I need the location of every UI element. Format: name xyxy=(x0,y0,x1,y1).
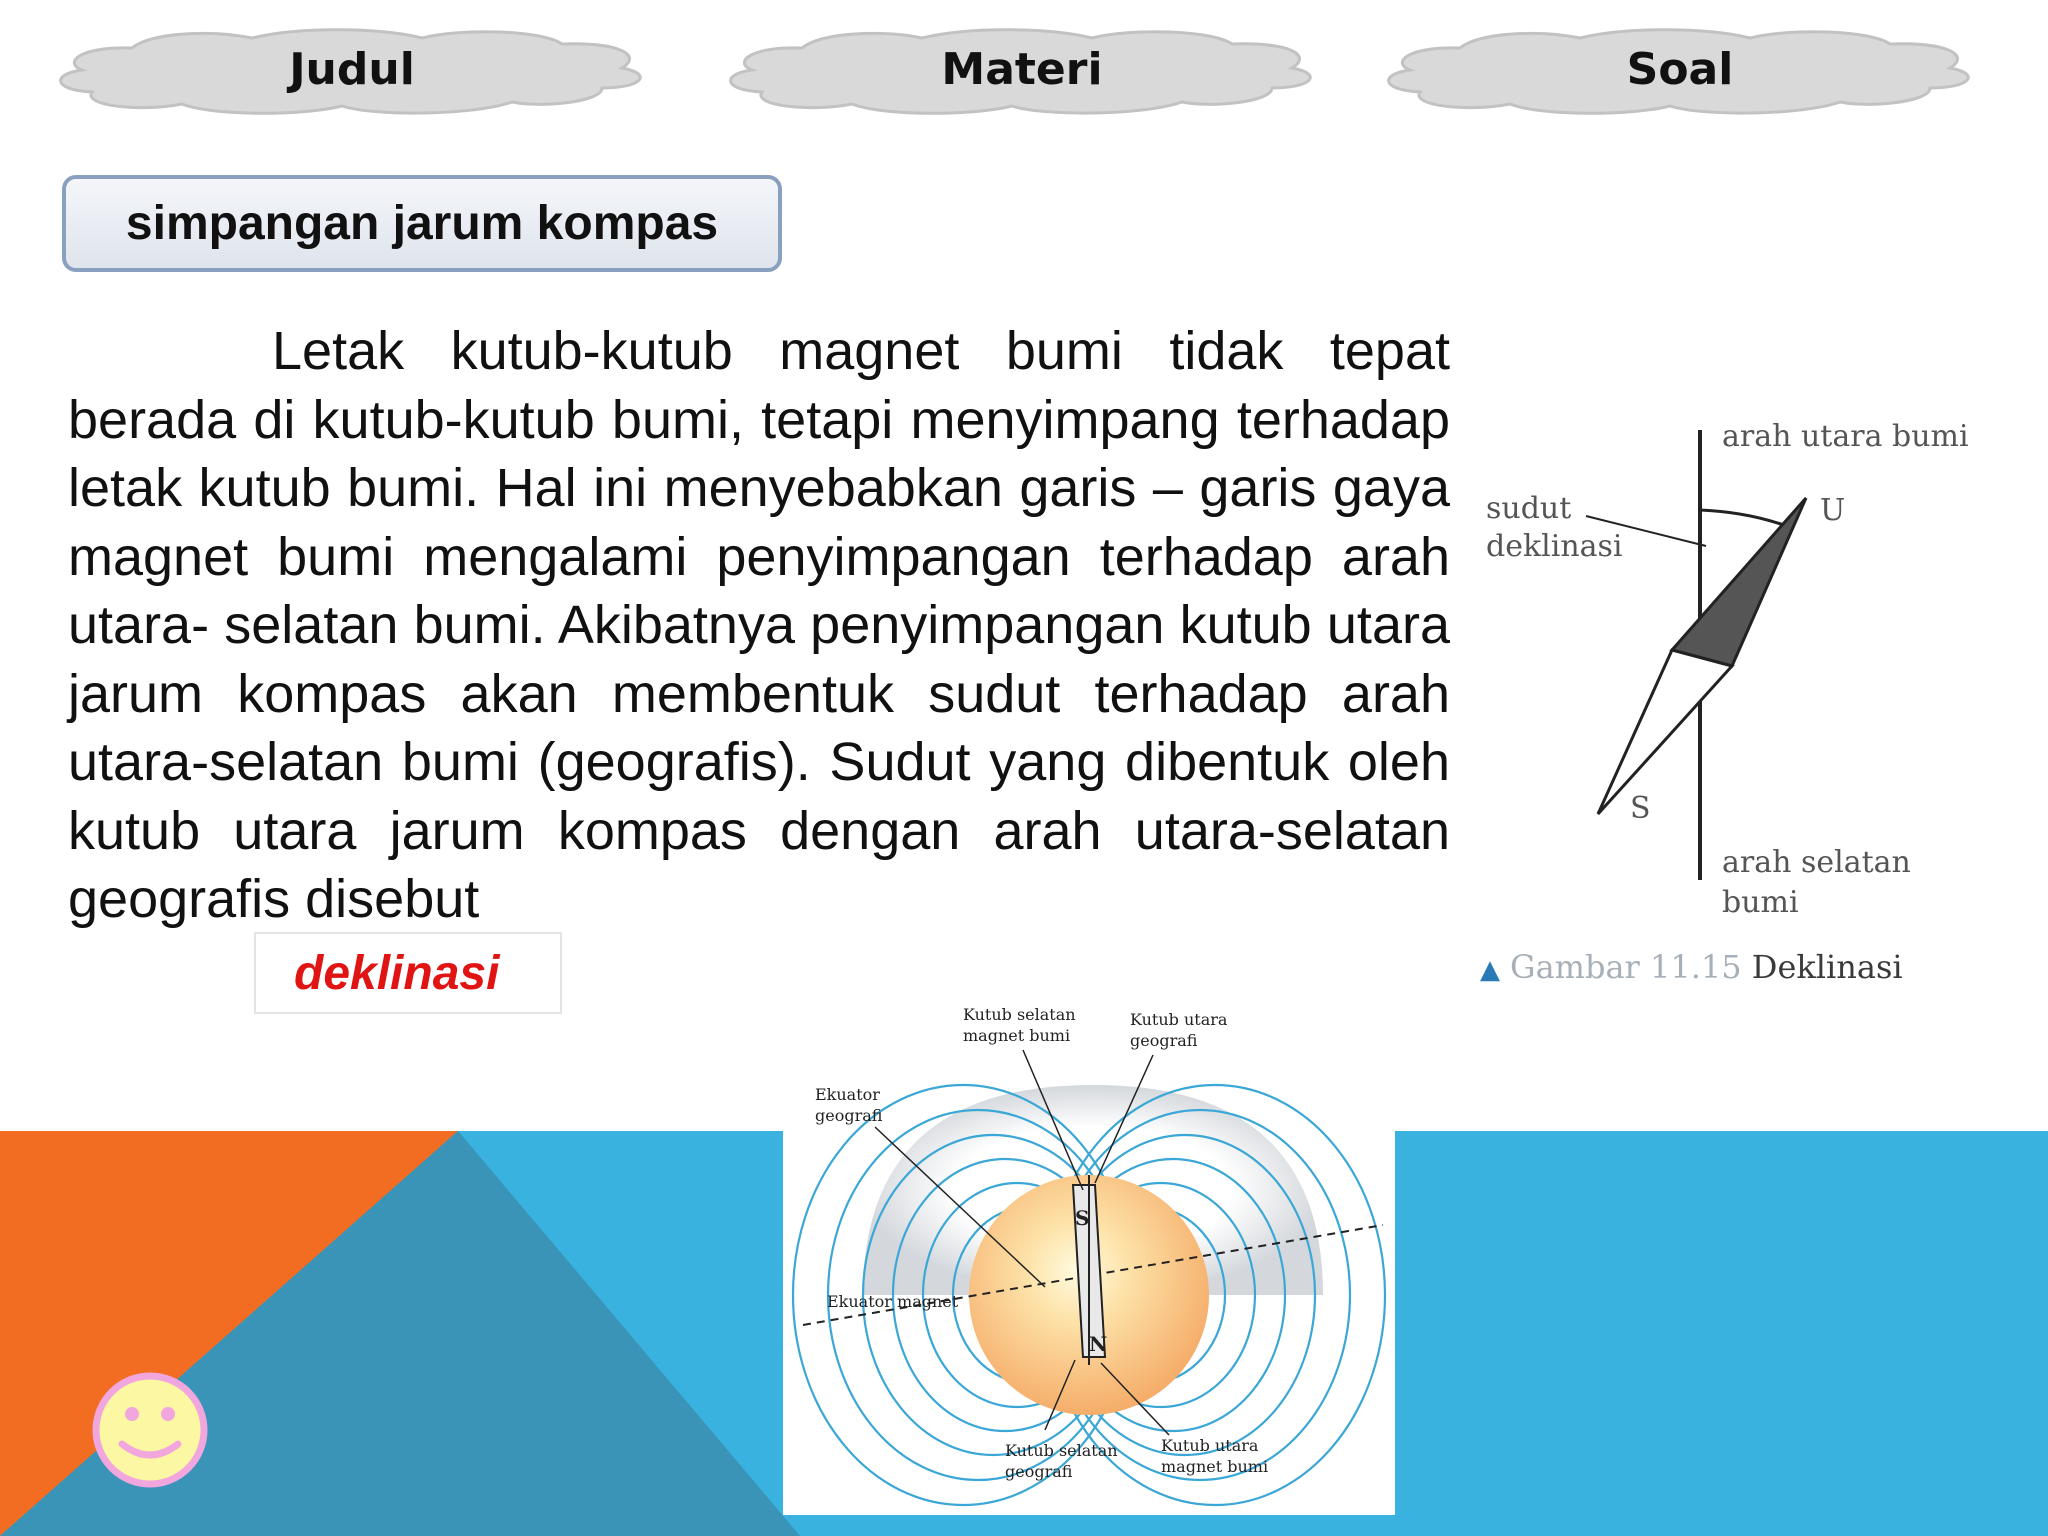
nav-materi-label: Materi xyxy=(941,43,1103,95)
angle-label-line2: deklinasi xyxy=(1486,529,1623,564)
smiley-face-icon xyxy=(90,1370,210,1490)
compass-needle-south-icon xyxy=(1598,650,1732,814)
nav-soal-label: Soal xyxy=(1626,43,1734,95)
paragraph-text: Letak kutub-kutub magnet bumi tidak tepat berada di kutub-kutub bumi, tetapi menyimpang terhadap letak kutub bumi. Hal ini menyebabkan garis – garis gaya magnet bumi mengalami penyimpangan terhadap arah utara- selatan bumi. Akibatnya penyimpangan kutub utara jarum kompas akan membentuk sudut terhadap arah utara-selatan bumi (geografis). Sudut yang dibentuk oleh kutub utara jarum kompas dengan arah utara-selatan geografis disebut xyxy=(68,321,1450,929)
north-direction-label: arah utara bumi xyxy=(1722,419,1969,454)
nav-materi-button[interactable] xyxy=(712,22,1332,122)
figure-caption xyxy=(1480,948,1903,986)
needle-u-label: U xyxy=(1820,493,1846,528)
slide-title: simpangan jarum kompas xyxy=(62,175,782,272)
nav-judul-button[interactable] xyxy=(42,22,662,122)
needle-s-label: S xyxy=(1630,791,1651,826)
body-paragraph xyxy=(68,317,1450,934)
south-direction-label-line1: arah selatan xyxy=(1722,845,1911,880)
south-direction-label-line2: bumi xyxy=(1722,885,1799,920)
pole-n-label: N xyxy=(1089,1332,1108,1356)
label-magnetic-north-2: magnet bumi xyxy=(1161,1457,1269,1476)
label-geo-north-2: geografi xyxy=(1130,1031,1198,1050)
label-magnetic-south-1: Kutub selatan xyxy=(963,1005,1076,1024)
earth-magnetic-field-figure xyxy=(783,995,1395,1515)
label-geo-north-1: Kutub utara xyxy=(1130,1010,1228,1029)
label-geo-south-2: geografi xyxy=(1005,1462,1073,1481)
nav-soal-button[interactable] xyxy=(1370,22,1990,122)
label-magnetic-south-2: magnet bumi xyxy=(963,1026,1071,1045)
answer-text: deklinasi xyxy=(294,946,500,1000)
label-magnetic-equator: Ekuator magnet xyxy=(827,1292,959,1311)
label-geo-equator-1: Ekuator xyxy=(815,1085,880,1104)
declination-figure xyxy=(1470,410,2010,1000)
angle-label-line1: sudut xyxy=(1486,491,1572,526)
label-geo-south-1: Kutub selatan xyxy=(1005,1441,1118,1460)
pole-s-label: S xyxy=(1075,1206,1090,1230)
label-geo-equator-2: geografi xyxy=(815,1106,883,1125)
caption-prefix: Gambar 11.15 xyxy=(1510,948,1742,986)
compass-needle-north-icon xyxy=(1672,498,1806,666)
caption-title: Deklinasi xyxy=(1751,948,1903,986)
answer-box xyxy=(254,932,562,1014)
nav-judul-label: Judul xyxy=(289,43,415,95)
triangle-icon: ▲ xyxy=(1480,955,1500,985)
label-magnetic-north-1: Kutub utara xyxy=(1161,1436,1259,1455)
